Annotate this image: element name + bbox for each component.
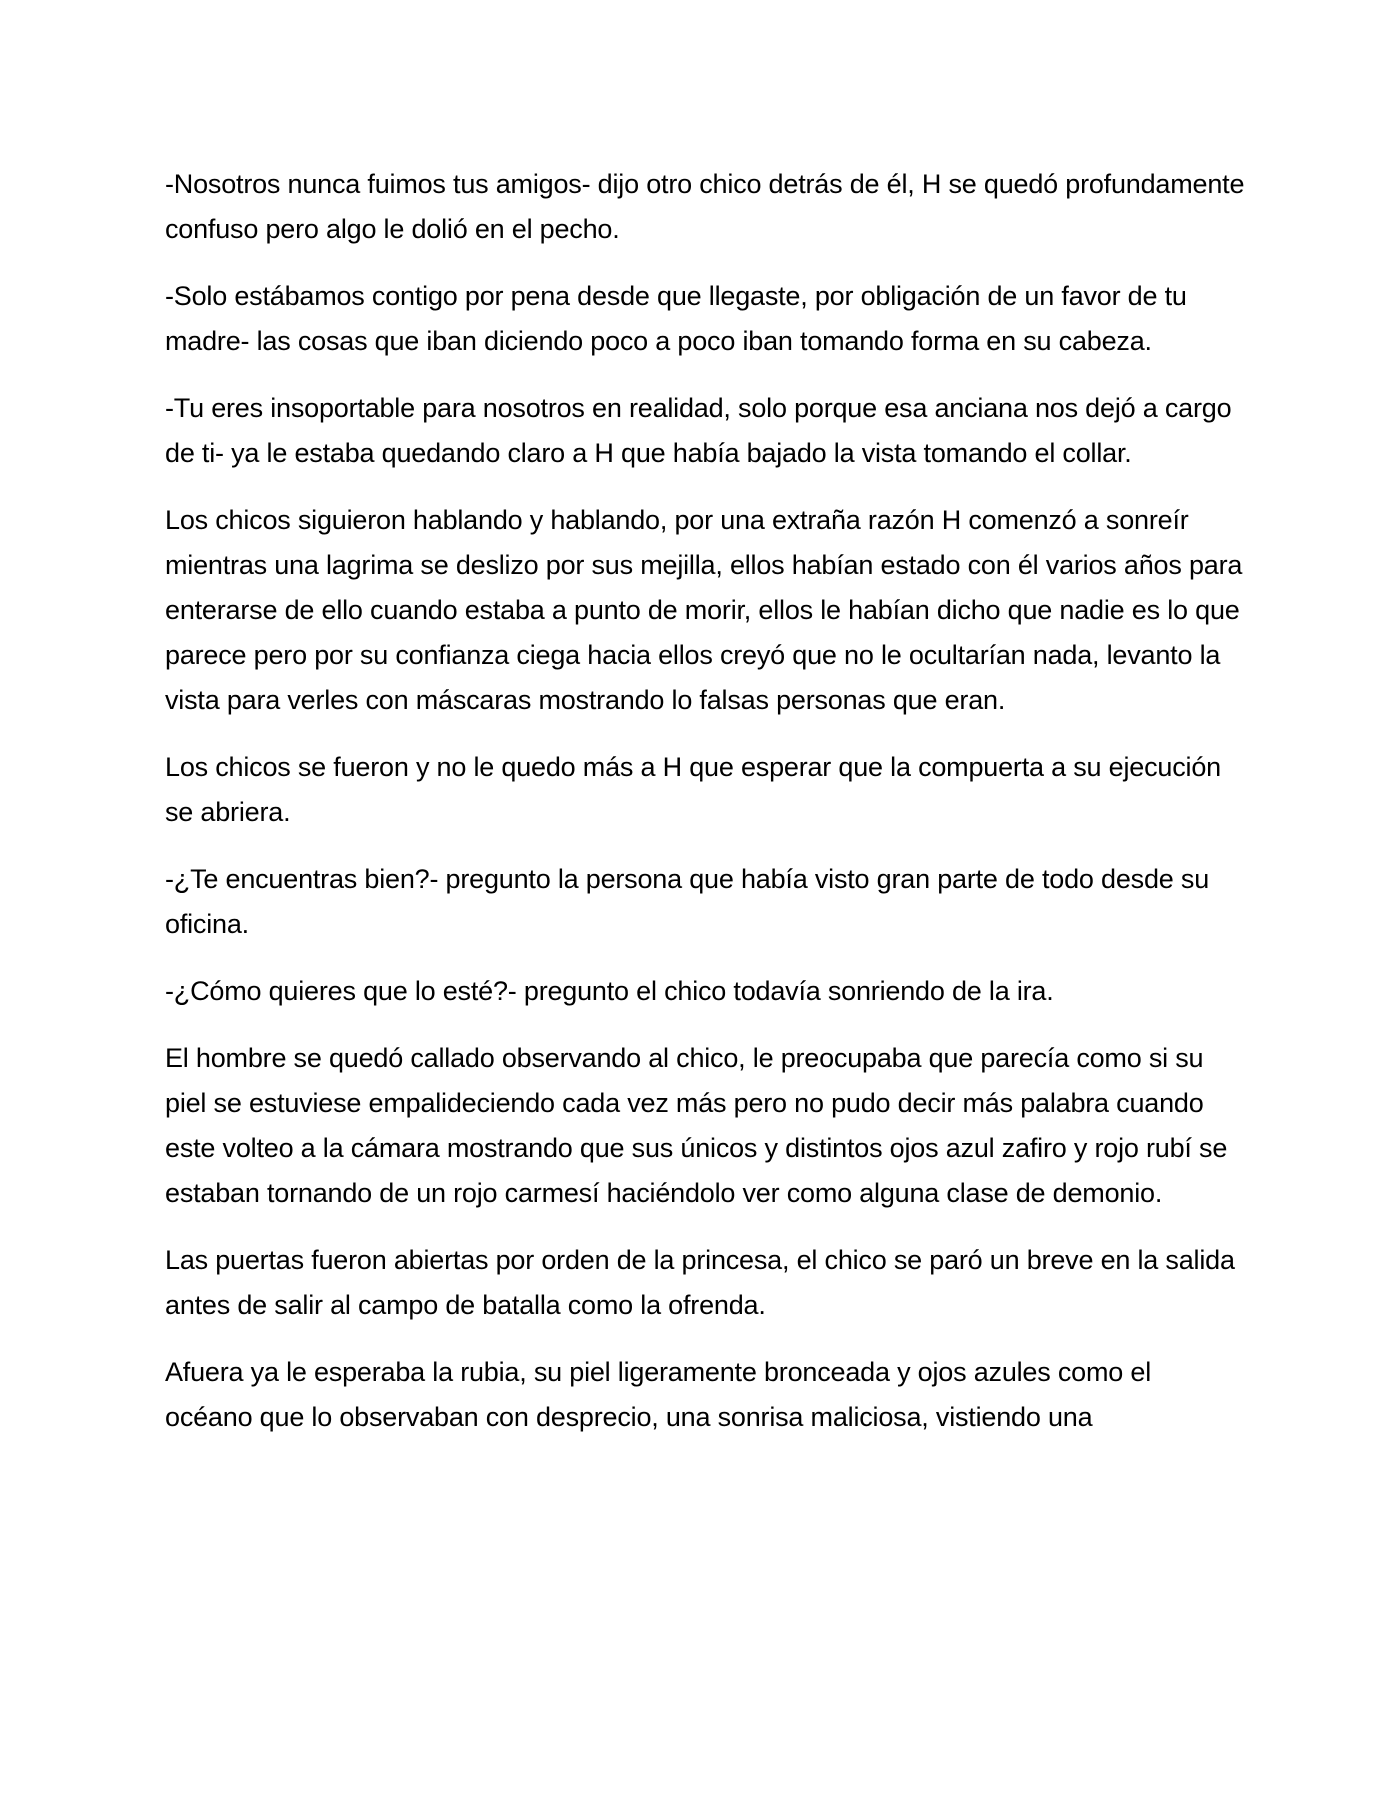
paragraph-5: Los chicos se fueron y no le quedo más a H que esperar que la compuerta a su ejecución se abriera. — [165, 752, 1221, 827]
paragraph-6: -¿Te encuentras bien?- pregunto la persona que había visto gran parte de todo desde su oficina. — [165, 864, 1210, 939]
paragraph-1: -Nosotros nunca fuimos tus amigos- dijo otro chico detrás de él, H se quedó profundamente confuso pero algo le dolió en el pecho. — [165, 169, 1245, 244]
document-body — [165, 162, 1245, 1462]
paragraph-10: Afuera ya le esperaba la rubia, su piel ligeramente bronceada y ojos azules como el océano que lo observaban con desprecio, una sonrisa maliciosa, vistiendo una — [165, 1357, 1151, 1432]
paragraph-9: Las puertas fueron abiertas por orden de la princesa, el chico se paró un breve en la salida antes de salir al campo de batalla como la ofrenda. — [165, 1245, 1235, 1320]
paragraph-7: -¿Cómo quieres que lo esté?- pregunto el chico todavía sonriendo de la ira. — [165, 976, 1054, 1006]
paragraph-2: -Solo estábamos contigo por pena desde que llegaste, por obligación de un favor de tu madre- las cosas que iban diciendo poco a poco iban tomando forma en su cabeza. — [165, 281, 1187, 356]
paragraph-3: -Tu eres insoportable para nosotros en realidad, solo porque esa anciana nos dejó a cargo de ti- ya le estaba quedando claro a H que había bajado la vista tomando el collar. — [165, 393, 1232, 468]
paragraph-8: El hombre se quedó callado observando al chico, le preocupaba que parecía como si su piel se estuviese empalideciendo cada vez más pero no pudo decir más palabra cuando este volteo a la cámara mostrando que sus únicos y distintos ojos azul zafiro y rojo rubí se estaban tornando de un rojo carmesí haciéndolo ver como alguna clase de demonio. — [165, 1043, 1228, 1208]
paragraph-4: Los chicos siguieron hablando y hablando, por una extraña razón H comenzó a sonreír mientras una lagrima se deslizo por sus mejilla, ellos habían estado con él varios años para enterarse de ello cuando estaba a punto de morir, ellos le habían dicho que nadie es lo que parece pero por su confianza ciega hacia ellos creyó que no le ocultarían nada, levanto la vista para verles con máscaras mostrando lo falsas personas que eran. — [165, 505, 1243, 715]
